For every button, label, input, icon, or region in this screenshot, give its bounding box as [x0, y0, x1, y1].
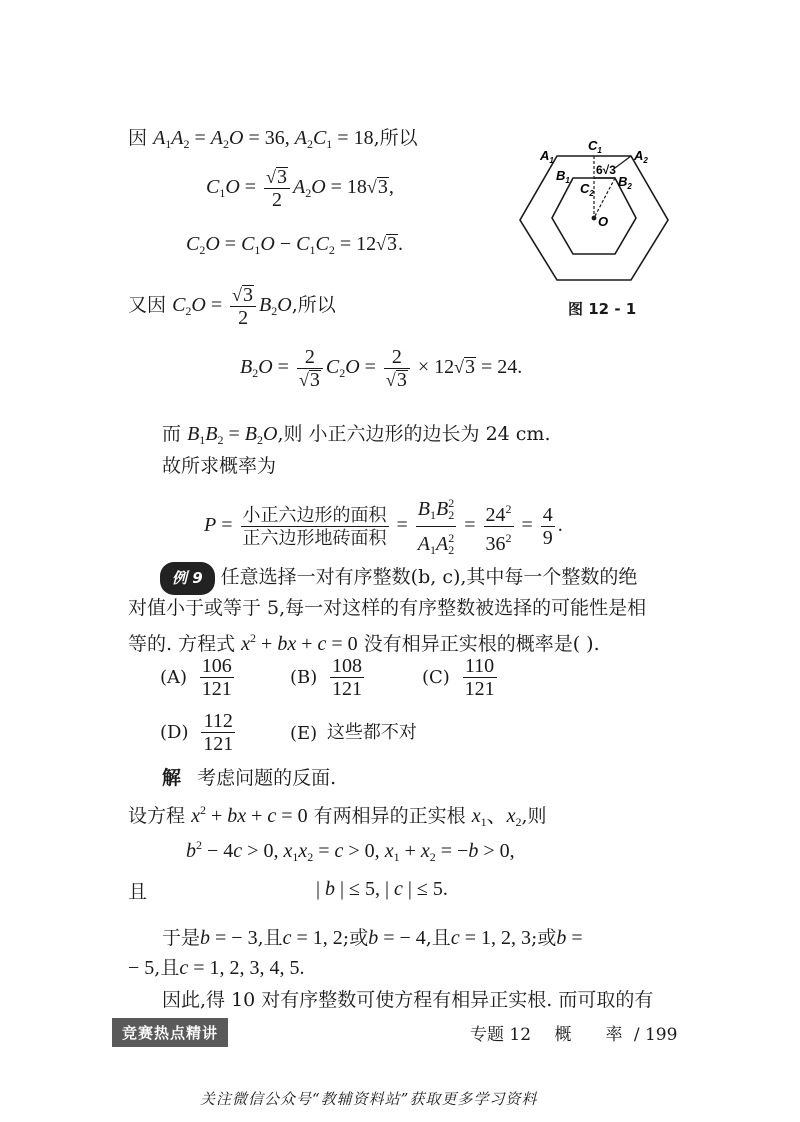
- option-e[interactable]: [290, 718, 417, 744]
- solution-line-2: [128, 796, 547, 836]
- example-line-1: [160, 562, 637, 595]
- example-text-3-prefix: 等的. 方程式: [128, 633, 236, 655]
- solution-text-2-suffix: ,则: [521, 805, 547, 827]
- equation-b2o: $B_2O$ = $\frac{2}{√3}$ $C_2O$ = $\frac{2}{√3}$ × 12√3 = 24.: [240, 346, 523, 391]
- center-point: [592, 216, 597, 221]
- option-a-den: 121: [201, 678, 232, 700]
- equation-quadratic: $x^2$ + bx + c = 0: [241, 631, 358, 655]
- option-b-den: 121: [332, 678, 363, 700]
- label-a1: $A_1$: [540, 148, 554, 165]
- label-length: 6√3: [596, 163, 616, 177]
- solution-text-5-p2: ,且: [257, 927, 283, 949]
- equation-abs: | b | ≤ 5, | c | ≤ 5.: [316, 878, 448, 900]
- frac-small-area: 小正六边形的面积: [242, 505, 387, 525]
- roots-x1-x2: $x_1$、$x_2$: [471, 805, 522, 829]
- case-b-eq: b =: [556, 927, 583, 949]
- footer-series-tag: 竞赛热点精讲: [112, 1018, 228, 1047]
- proof-line-6: [162, 420, 551, 454]
- option-d-label: (D): [160, 722, 189, 743]
- label-b1: $B_1$: [556, 168, 570, 185]
- example-line-2: 对值小于或等于 5,每一对这样的有序整数被选择的可能性是相: [128, 597, 647, 619]
- solution-text-2-mid: 有两相异的正实根: [313, 805, 466, 827]
- option-b[interactable]: [290, 655, 367, 700]
- label-a2: $A_2$: [634, 148, 648, 165]
- equation-c2o-b2o: $C_2O$ = $\frac{√3}{2}$ $B_2O$: [172, 284, 292, 329]
- option-e-label: (E): [290, 722, 318, 744]
- case-b-5: − 5: [128, 957, 155, 979]
- equation-c2o: $C_2O = C_1O - C_1C_2 = 12√3$.: [186, 233, 404, 257]
- line4-suffix: ,所以: [291, 294, 336, 317]
- solution-line-6: [128, 954, 305, 982]
- solution-head: 解: [162, 767, 182, 789]
- solution-line-1: [162, 764, 336, 792]
- option-c[interactable]: [422, 655, 500, 700]
- solution-text-5-p5: ;或: [530, 927, 557, 949]
- case-b-3: b = − 3: [200, 927, 258, 949]
- option-b-num: 108: [332, 655, 363, 677]
- proof-line-7: 故所求概率为: [162, 455, 277, 477]
- label-o: O: [598, 214, 609, 229]
- line1-suffix: ,所以: [373, 127, 418, 149]
- solution-line-5: [162, 924, 583, 952]
- example-text-1: 任意选择一对有序整数(b, c),其中每一个整数的绝: [220, 566, 638, 588]
- line1-prefix: 因: [128, 127, 148, 149]
- equation-c1o: $C_1O$ = $\frac{√3}{2}$ $A_2O = 18√3$,: [206, 166, 394, 211]
- solution-head-text: 考虑问题的反面.: [197, 767, 337, 789]
- footer-chapter: [470, 1020, 677, 1045]
- solution-text-5-p4: ,且: [425, 927, 451, 949]
- label-c1: $C_1$: [588, 138, 602, 155]
- hexagon-diagram: [510, 130, 680, 290]
- equation-conditions: $b^2 - 4c > 0$, $x_1x_2 = c > 0$, $x_1 + x_2 = -b > 0$,: [186, 838, 515, 864]
- example-badge: 例 9: [160, 562, 215, 595]
- solution-text-6-p1: ,且: [154, 957, 180, 979]
- option-a-label: (A): [160, 667, 188, 688]
- option-d-num: 112: [201, 710, 235, 733]
- option-a[interactable]: [160, 655, 237, 700]
- equation-quadratic-2: $x^2$ + bx + c = 0: [191, 803, 308, 827]
- case-c-1-3: c = 1, 2, 3: [450, 927, 531, 949]
- line6-text1: 而: [162, 423, 182, 445]
- option-e-text: 这些都不对: [326, 722, 417, 743]
- case-b-4: b = − 4: [368, 927, 426, 949]
- solution-text-5-p1: 于是: [162, 927, 201, 949]
- option-c-den: 121: [464, 678, 495, 700]
- example-text-3-suffix: 没有相异正实根的概率是( ).: [363, 633, 600, 655]
- solution-qie: 且: [128, 881, 148, 903]
- option-b-label: (B): [290, 667, 318, 688]
- option-d[interactable]: [160, 710, 238, 755]
- case-c-1-2: c = 1, 2: [282, 927, 343, 949]
- probability-formula: P = $\frac{\text{小正六边形的面积}}{\text{正六边形地砖面积}}$ = $\frac{B_1B^2_2}{A_1A^2_2}$ = $\frac{24^2}{36^2}$ = $\frac{4}{9}$ .: [204, 492, 563, 561]
- footer-page-number: / 199: [633, 1025, 678, 1045]
- footer-chapter-label: 专题 12: [470, 1025, 532, 1045]
- label-c2: $C_2$: [580, 181, 594, 198]
- figure-caption: 图 12 - 1: [568, 300, 637, 318]
- proof-line-4: [128, 284, 336, 329]
- frac-tile-area: 正六边形地砖面积: [242, 528, 387, 548]
- solution-text-2-prefix: 设方程: [128, 805, 186, 827]
- option-a-num: 106: [201, 655, 232, 677]
- bottom-note: 关注微信公众号“教辅资料站”获取更多学习资料: [200, 1090, 538, 1108]
- line4-prefix: 又因: [128, 294, 167, 317]
- footer-chapter-title: 概 率: [554, 1025, 623, 1045]
- equation-b1b2: $B_1B_2 = B_2O$: [187, 423, 278, 447]
- figure-hexagons: [510, 130, 680, 320]
- option-c-num: 110: [463, 655, 497, 678]
- line6-text2: ,则 小正六边形的边长为 24 cm.: [277, 423, 551, 445]
- option-d-den: 121: [203, 733, 234, 755]
- option-c-label: (C): [422, 667, 450, 688]
- solution-text-5-p3: ;或: [342, 927, 369, 949]
- proof-line-1: [128, 124, 418, 158]
- solution-line-7: 因此,得 10 对有序整数可使方程有相异正实根. 而可取的有: [162, 989, 654, 1011]
- example-line-3: [128, 624, 600, 658]
- label-b2: $B_2$: [618, 174, 632, 191]
- segment-b2-o: [594, 178, 615, 218]
- equation-a1a2: $A_1A_2 = A_2O = 36$, $A_2C_1 = 18$: [153, 127, 374, 151]
- segment-a2-mark: [615, 156, 631, 168]
- case-c-1-5: c = 1, 2, 3, 4, 5.: [179, 957, 305, 979]
